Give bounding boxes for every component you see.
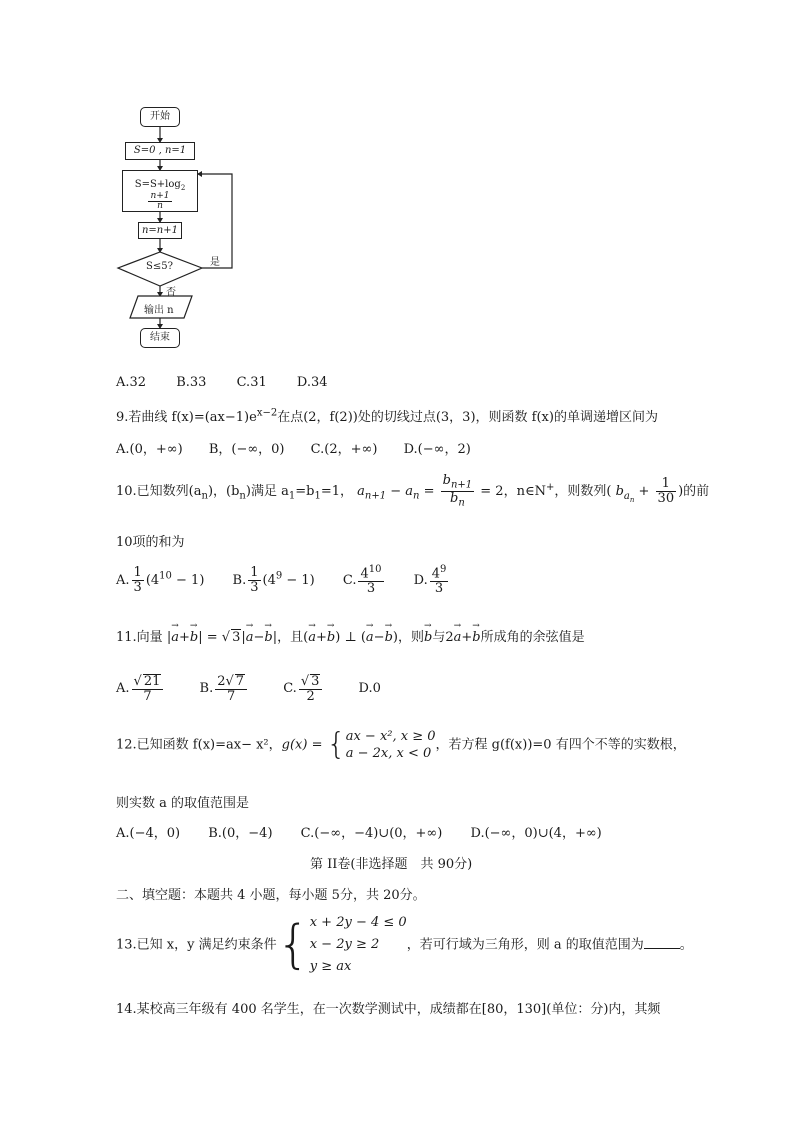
update-den: n [157,201,163,212]
q11-sqrt3: 3 [232,630,241,645]
yes-label: 是 [210,257,220,268]
increment-label: n=n+1 [141,225,178,236]
q12-option-d: D.(−∞，0)∪(4，+∞) [470,826,602,841]
q12-brace: { [326,727,346,762]
q11-option-b: B. $\frac{2√ 7}{7}$ [200,681,250,696]
q12-line2: 则实数 a 的取值范围是 [116,796,250,811]
q10-option-d [413,564,451,596]
q10-text-a: 10.已知数列(a [116,484,202,500]
q13-brace: { [276,915,310,975]
q12-case2: a − 2x, x < 0 [345,746,432,761]
q11-opt-a-num: 21 [143,674,161,689]
q11-plus-2: + [316,630,327,645]
q11-opt-b-den: 7 [226,688,236,704]
q10-seq-plus: + [634,484,654,500]
q10-opt-a-expr: (4 [145,572,160,588]
q10-opt-b-den: 3 [250,579,259,595]
q10-eq-sub2: n [413,490,420,502]
increment-node [138,222,182,239]
q10-eq-minus: − a [386,484,413,500]
q10-opt-b-tail: − 1) [282,572,315,588]
q8-option-a: A.32 [116,375,147,390]
q11-minus-1: − [253,630,265,645]
q11-vec-b-5: → b [424,630,432,645]
q11-vec-a-2: → a [246,630,254,645]
q9-sup: x−2 [256,407,278,419]
q12-cases [346,728,436,762]
q9-stem [116,406,658,425]
q11-option-a: A. $\frac{√ 21}{7}$ [116,681,165,696]
q10-eq-fraction [441,474,475,509]
q14-stem: 14.某校高三年级有 400 名学生，在一次数学测试中，成绩都在[80，130](单位：分)内，其频 [116,1002,661,1017]
q10-sub-1b: 1 [314,490,321,502]
section2-fill-heading: 二、填空题：本题共 4 小题，每小题 5分，共 20分。 [116,888,426,903]
q10-sup-plus: + [545,481,555,493]
q10-text-f: ，n∈N [503,484,546,500]
q10-eq-sub1: n+1 [364,490,387,502]
q10-eq-den-sub: n [458,497,465,509]
no-label: 否 [166,287,176,298]
q13-c1: x + 2y − 4 ≤ 0 [309,915,407,930]
q11-options [116,674,381,703]
q11-opt-c-label: C. [283,681,297,697]
q10-opt-a-num: 1 [133,565,142,581]
q11-option-c: C. $\frac{√ 3}{2}$ [283,681,324,696]
q10-text-b: )，(b [207,484,240,500]
q9-option-c: C.(2，+∞) [310,442,378,457]
q10-text-c: )满足 a [245,484,289,500]
q11-bar-2: | [198,630,203,645]
q11-opt-a-label: A. [116,681,130,697]
init-label: S=0 , n=1 [133,145,187,156]
q10-eq-a: a [357,484,365,500]
q11-bar-4: | [272,630,278,645]
q10-seq-num: 1 [656,477,677,492]
q11-opt-c-den: 2 [306,688,315,704]
q10-eq-den: b [449,491,459,507]
q10-opt-a-label: A. [116,572,130,588]
q10-eq-eq1: = [419,484,439,500]
q11-then: ，则 [397,630,424,645]
q11-vec-a-3: → a [308,630,316,645]
end-label: 结束 [150,332,170,343]
q10-options [116,565,450,596]
q11-tail: 所成角的余弦值是 [480,630,585,645]
q12-g-def: g(x) = [281,737,327,753]
q12-option-b: B.(0，−4) [208,826,273,841]
update-num: n+1 [150,191,170,201]
q10-eq-eq2: = 2 [476,484,504,500]
q12-option-c: C.(−∞，−4)∪(0，+∞) [300,826,443,841]
q12-text-a: 12.已知函数 f(x)=ax− x²， [116,737,282,753]
q11-opt-a-den: 7 [143,688,152,704]
q10-opt-a-exp: 10 [159,570,172,582]
q11-two: 2 [445,630,454,645]
init-node [125,142,195,160]
flowchart [110,100,250,360]
q13-stem [116,912,693,978]
end-node [140,328,180,348]
q9-option-a: A.(0，+∞) [116,442,183,457]
q10-opt-d-exp: 9 [440,564,447,575]
update-fraction [148,192,171,212]
q11-minus-2: − [373,630,385,645]
q12-options [116,822,602,841]
q11-vec-b-4: → b [385,630,393,645]
q10-opt-c-label: C. [342,572,357,588]
q10-text-h: )的前 [678,484,710,500]
q11-opt-b-coef: 2 [217,674,226,689]
update-node [122,170,198,212]
q10-line2: 10项的和为 [116,535,185,550]
update-prefix: S=S+log [134,179,181,190]
q10-sub-1a: 1 [288,490,296,502]
q11-with: 与 [432,630,446,645]
q8-option-c: C.31 [236,375,267,390]
q10-seq-sub [624,491,634,502]
q10-text-d: =b [295,484,315,500]
q10-eq-num-sub: n+1 [450,479,473,491]
q11-mid-text: ，且 [277,630,304,645]
q10-option-c [342,564,386,596]
q10-opt-c-exp: 10 [368,564,382,575]
q12-option-a: A.(−4，0) [116,826,181,841]
q11-perp: ⊥ [340,630,361,645]
section2-title: 第 II卷(非选择题 共 90分) [310,857,473,872]
q12-case1: ax − x², x ≥ 0 [345,729,436,744]
q11-opt-b-label: B. [199,681,214,697]
q10-opt-b-label: B. [232,572,247,588]
q10-opt-b-exp: 9 [275,570,283,582]
q9-options [116,438,471,457]
q13-cases [310,912,407,978]
q8-option-b: B.33 [176,375,207,390]
q11-plus-1: + [178,630,190,645]
q10-opt-a-tail: − 1) [171,572,205,588]
q9-text-a: 9.若曲线 f(x)=(ax−1)e [116,410,257,425]
q10-opt-d-label: D. [413,572,428,588]
q11-option-d: D.0 [358,681,381,697]
condition-label: S≤5? [146,261,173,272]
q10-opt-b-num: 1 [250,565,259,581]
q10-text-g: ，则数列( [554,484,612,500]
q10-seq-b: b [615,484,624,500]
q9-option-b: B，(−∞，0) [208,442,285,457]
q8-options [116,375,328,390]
q10-stem [116,474,709,509]
q10-sub-n2: n [239,490,246,502]
update-sub: 2 [180,184,186,192]
q10-seq-fraction [656,477,677,505]
q11-vec-a-4: → a [366,630,374,645]
q10-eq-num: b [442,473,451,488]
q10-opt-a-den: 3 [133,579,142,595]
q11-vec-b-1: → b [190,630,198,645]
q11-vec-b-6: → b [472,630,480,645]
q8-option-d: D.34 [296,375,328,390]
q11-sqrt-sign: √ [221,630,231,645]
q11-opt-c-rad: 3 [311,674,320,689]
q10-seq-sub-a: a [623,490,630,502]
q10-opt-b-expr: (4 [262,572,276,588]
q13-text-c: 。 [679,937,693,953]
q11-vec-a-1: → a [171,630,179,645]
q11-vec-a-5: → a [454,630,462,645]
q11-plus-3: + [461,630,473,645]
q10-option-a [116,565,205,595]
start-label: 开始 [150,111,170,122]
q10-opt-d-num: 4 [431,566,441,582]
q10-seq-den: 30 [657,491,675,507]
q10-text-e: =1， [320,484,353,500]
q13-text-b: ，若可行域为三角形，则 a 的取值范围为 [406,937,644,953]
q13-c2: x − 2y ≥ 2 [309,937,380,952]
q11-bar-1: | [166,630,172,645]
q10-seq-subsub: n [629,495,635,504]
q10-opt-d-den: 3 [434,580,444,596]
q11-bar-3: | [241,630,246,645]
q10-opt-c-den: 3 [366,580,376,596]
q11-stem: 11.向量 |→ a+→ b| = √ 3|→ a−→ b|，且(→ a+→ b) ⊥ (→ a−→ b)，则→ b与2→ a+→ b所成角的余弦值是 [116,626,585,645]
q12-stem [116,728,686,762]
q13-text-a: 13.已知 x，y 满足约束条件 [116,937,277,953]
q9-text-b: 在点(2，f(2))处的切线过点(3，3)，则函数 f(x)的单调递增区间为 [277,410,658,425]
q11-eq: = [202,630,222,645]
start-node [140,107,180,127]
q11-opt-b-rad: 7 [235,674,245,689]
q10-opt-c-num: 4 [360,566,369,582]
q11-vec-b-2: → b [264,630,272,645]
q13-c3: y ≥ ax [309,959,352,974]
q10-option-b [232,565,315,595]
q11-prefix: 11.向量 [116,630,163,645]
output-label: 输出 n [144,305,174,316]
q11-vec-b-3: → b [327,630,335,645]
q13-answer-blank[interactable] [644,936,680,949]
q9-option-d: D.(−∞，2) [403,442,471,457]
q10-sub-n1: n [201,490,208,502]
q12-text-b: ，若方程 g(f(x))=0 有四个不等的实数根， [435,737,686,753]
